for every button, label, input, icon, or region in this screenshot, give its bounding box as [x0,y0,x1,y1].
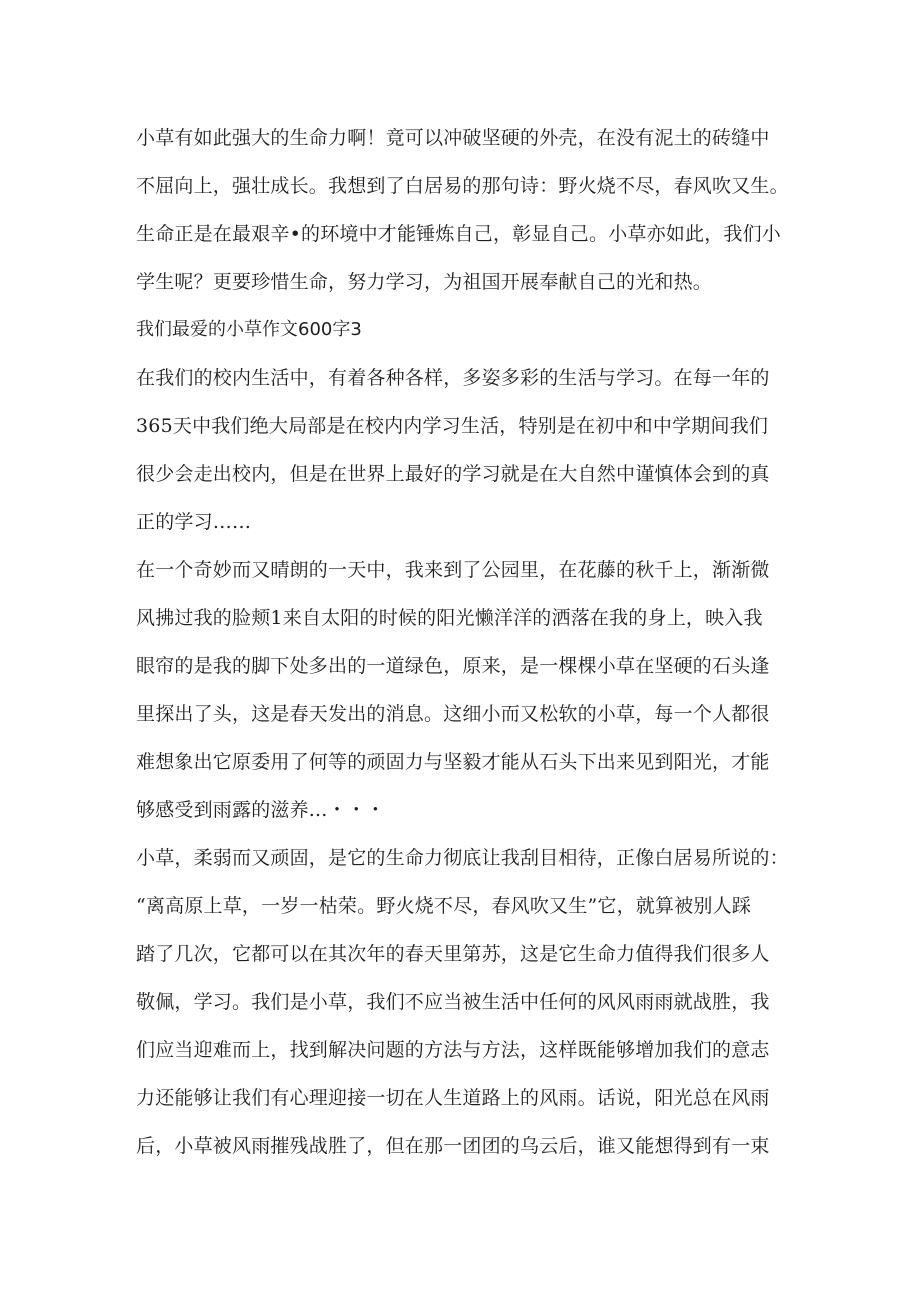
paragraph-4-line-6: 力还能够让我们有心理迎接一切在人生道路上的风雨。话说，阳光总在风雨 [136,1087,770,1109]
paragraph-3-line-5: 难想象出它原委用了何等的顽固力与坚毅才能从石头下出来见到阳光，才能 [136,751,770,773]
essay-heading: 我们最爱的小草作文600字3 [136,319,362,340]
paragraph-3-line-6: 够感受到雨露的滋养...・・・ [136,799,386,821]
paragraph-2-line-1: 在我们的校内生活中，有着各种各样，多姿多彩的生活与学习。在每一年的 [136,367,770,389]
paragraph-2-line-4: 正的学习…… [136,511,252,533]
paragraph-4-line-5: 们应当迎难而上，找到解决问题的方法与方法，这样既能够增加我们的意志 [136,1039,770,1061]
paragraph-4-line-3: 踏了几次，它都可以在其次年的春天里第苏，这是它生命力值得我们很多人 [136,943,770,965]
paragraph-3-line-1: 在一个奇妙而又晴朗的一天中，我来到了公园里，在花藤的秋千上，渐渐微 [136,559,770,581]
paragraph-4-line-7: 后，小草被风雨摧残战胜了，但在那一团团的乌云后，谁又能想得到有一束 [136,1135,770,1157]
paragraph-3-line-3: 眼帘的是我的脚下处多出的一道绿色，原来，是一棵棵小草在坚硬的石头逢 [136,655,770,677]
paragraph-3-line-4: 里探出了头，这是春天发出的消息。这细小而又松软的小草，每一个人都很 [136,703,770,725]
paragraph-4-line-4: 敬佩，学习。我们是小草，我们不应当被生活中任何的风风雨雨就战胜，我 [136,991,770,1013]
paragraph-2-line-2: 365天中我们绝大局部是在校内内学习生活，特别是在初中和中学期间我们 [136,415,769,437]
paragraph-1-line-4: 学生呢？更要珍惜生命，努力学习，为祖国开展奉献自己的光和热。 [136,271,713,293]
paragraph-1-line-3: 生命正是在最艰辛•的环境中才能锤炼自己，彰显自己。小草亦如此，我们小 [136,223,782,245]
paragraph-4-line-1: 小草，柔弱而又顽固，是它的生命力彻底让我刮目相待，正像白居易所说的： [136,847,789,869]
paragraph-4-line-2: “离高原上草，一岁一枯荣。野火烧不尽，春风吹又生”它，就算被别人踩 [136,895,752,917]
paragraph-3-line-2: 风拂过我的脸颊1来自太阳的时候的阳光懒洋洋的洒落在我的身上，映入我 [136,607,763,629]
paragraph-1-line-2: 不屈向上，强壮成长。我想到了白居易的那句诗：野火烧不尽，春风吹又生。 [136,175,789,197]
paragraph-1-line-1: 小草有如此强大的生命力啊！竟可以冲破坚硬的外壳，在没有泥土的砖缝中 [136,127,770,149]
paragraph-2-line-3: 很少会走出校内，但是在世界上最好的学习就是在大自然中谨慎体会到的真 [136,463,770,485]
